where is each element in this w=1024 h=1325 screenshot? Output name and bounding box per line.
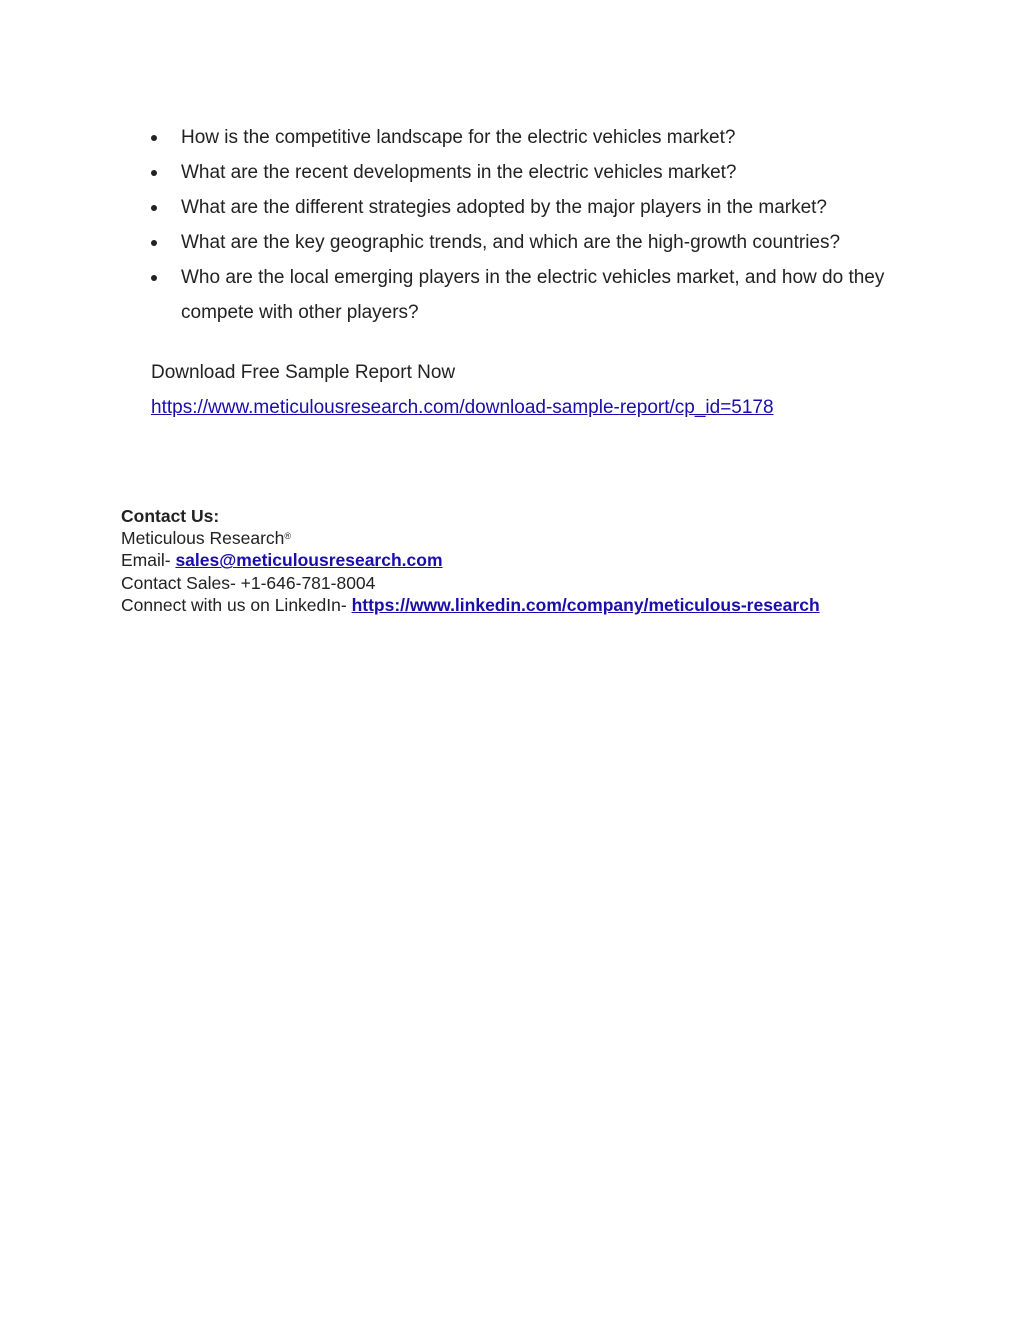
download-label: Download Free Sample Report Now — [151, 362, 456, 383]
bullet-icon — [151, 135, 157, 141]
questions-list — [150, 120, 910, 330]
company-line — [121, 527, 820, 549]
bullet-icon — [151, 240, 157, 246]
bullet-icon — [151, 205, 157, 211]
contact-section — [121, 505, 820, 616]
question-text: What are the recent developments in the electric vehicles market? — [181, 162, 737, 183]
download-section — [151, 355, 774, 425]
phone-line: Contact Sales- +1-646-781-8004 — [121, 572, 376, 593]
list-item — [150, 225, 910, 260]
list-item — [150, 120, 910, 155]
bullet-icon — [151, 275, 157, 281]
registered-mark: ® — [284, 531, 292, 542]
email-line — [121, 549, 820, 571]
question-text: What are the key geographic trends, and which are the high-growth countries? — [181, 232, 841, 253]
download-link[interactable]: https://www.meticulousresearch.com/download-sample-report/cp_id=5178 — [151, 397, 774, 418]
linkedin-line — [121, 594, 820, 616]
list-item — [150, 155, 910, 190]
email-link[interactable]: sales@meticulousresearch.com — [175, 550, 443, 571]
question-text: Who are the local emerging players in the electric vehicles market, and how do they compete with other players? — [181, 267, 885, 323]
list-item — [150, 190, 910, 225]
linkedin-label: Connect with us on LinkedIn- — [121, 594, 352, 615]
list-item — [150, 260, 910, 330]
question-text: What are the different strategies adopted by the major players in the market? — [181, 197, 827, 218]
linkedin-link[interactable]: https://www.linkedin.com/company/meticulous-research — [351, 594, 820, 615]
contact-heading: Contact Us: — [121, 506, 220, 526]
email-label: Email- — [121, 550, 176, 571]
bullet-icon — [151, 170, 157, 176]
company-name: Meticulous Research — [121, 528, 285, 549]
question-text: How is the competitive landscape for the electric vehicles market? — [181, 127, 736, 148]
